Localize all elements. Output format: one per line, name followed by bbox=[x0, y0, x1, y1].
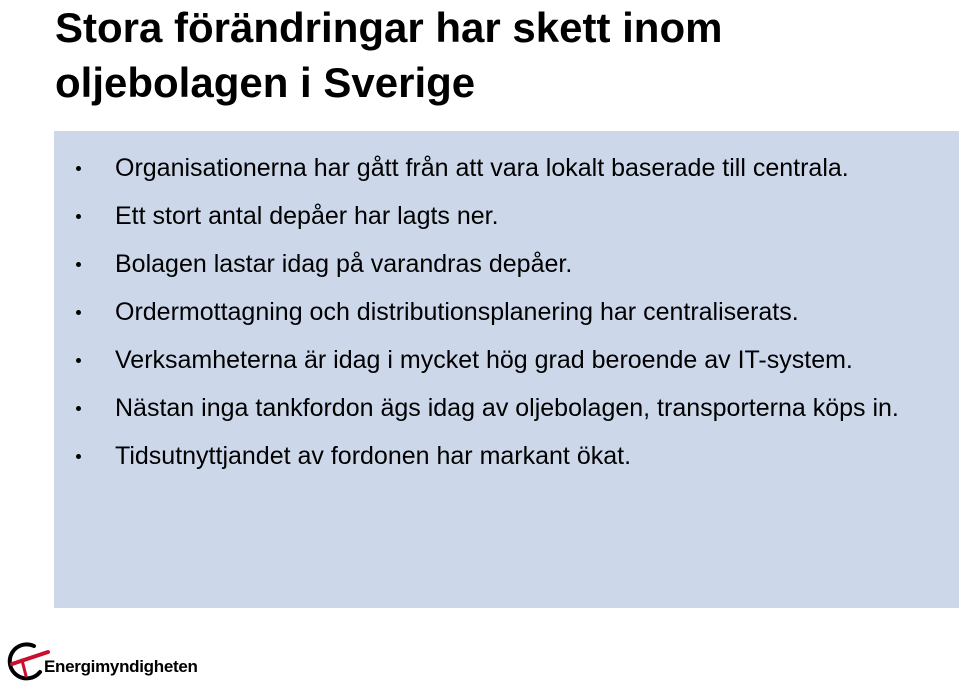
bullet-item bbox=[54, 151, 959, 185]
bullet-text: Verksamheterna är idag i mycket hög grad beroende av IT-system. bbox=[115, 346, 853, 374]
slide-title: Stora förändringar har skett inom oljebolagen i Sverige bbox=[55, 4, 723, 106]
bullet-text: Ett stort antal depåer har lagts ner. bbox=[115, 202, 499, 230]
bullet-text: Bolagen lastar idag på varandras depåer. bbox=[115, 250, 573, 278]
bullet-item bbox=[54, 247, 959, 281]
bullet-icon bbox=[76, 262, 81, 267]
energimyndigheten-logo bbox=[0, 636, 240, 686]
bullet-text: Tidsutnyttjandet av fordonen har markant ökat. bbox=[115, 442, 632, 470]
bullet-text: Organisationerna har gått från att vara lokalt baserade till centrala. bbox=[115, 154, 849, 182]
bullet-icon bbox=[76, 214, 81, 219]
logo-text: Energimyndigheten bbox=[44, 657, 198, 676]
bullet-item bbox=[54, 295, 959, 329]
bullet-item bbox=[54, 343, 959, 377]
bullet-icon bbox=[76, 310, 81, 315]
bullet-icon bbox=[76, 358, 81, 363]
bullet-text: Ordermottagning och distributionsplanering har centraliserats. bbox=[115, 298, 799, 326]
bullet-icon bbox=[76, 406, 81, 411]
bullet-icon bbox=[76, 166, 81, 171]
bullet-item bbox=[54, 391, 959, 425]
bullet-item bbox=[54, 199, 959, 233]
bullet-list bbox=[54, 151, 959, 487]
bullet-icon bbox=[76, 454, 81, 459]
bullet-text: Nästan inga tankfordon ägs idag av oljebolagen, transporterna köps in. bbox=[115, 394, 899, 422]
content-box bbox=[54, 131, 959, 608]
bullet-item bbox=[54, 439, 959, 473]
